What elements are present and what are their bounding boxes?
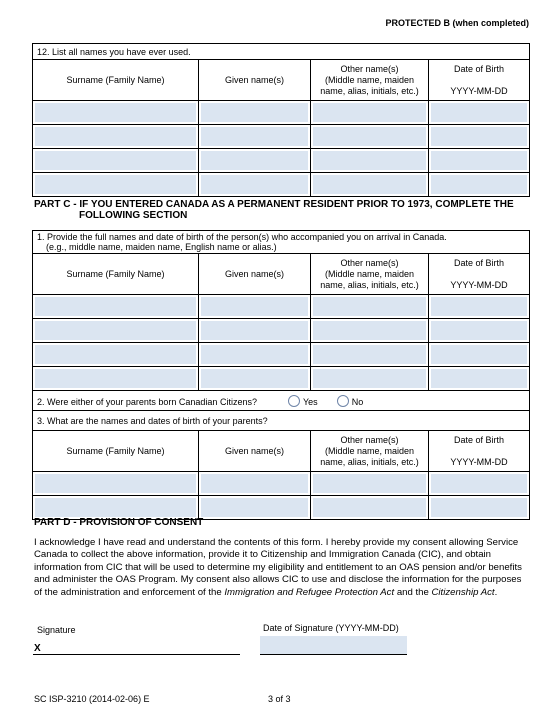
col-date-of-birth: Date of Birth YYYY-MM-DD (429, 431, 530, 472)
no-label: No (351, 396, 364, 407)
col-given-names: Given name(s) (199, 431, 311, 472)
accompanied-persons-table (32, 230, 530, 520)
table-row (33, 149, 530, 173)
no-radio[interactable] (337, 395, 349, 407)
table-header-row (33, 60, 530, 101)
part-d-title: PART D - PROVISION OF CONSENT (34, 517, 204, 528)
q12-label: 12. List all names you have ever used. (33, 44, 530, 60)
table-row (33, 472, 530, 496)
table-row (33, 343, 530, 367)
date-of-signature-field[interactable] (260, 636, 407, 655)
date-of-birth-field[interactable] (431, 498, 527, 517)
page-number: 3 of 3 (268, 694, 291, 704)
date-of-birth-field[interactable] (431, 345, 527, 364)
surname-field[interactable] (35, 498, 196, 517)
part-c-q2-label: 2. Were either of your parents born Canadian Citizens? (37, 396, 257, 407)
col-other-names: Other name(s) (Middle name, maiden name, alias, initials, etc.) (311, 254, 429, 295)
act-name-italic: Immigration and Refugee Protection Act (224, 586, 395, 598)
other-names-field[interactable] (313, 151, 426, 170)
signature-label: Signature (37, 625, 76, 635)
yes-radio[interactable] (288, 395, 300, 407)
other-names-field[interactable] (313, 297, 426, 316)
names-used-table (32, 43, 530, 197)
col-given-names: Given name(s) (199, 254, 311, 295)
other-names-field[interactable] (313, 474, 426, 493)
table-row (33, 295, 530, 319)
surname-field[interactable] (35, 297, 196, 316)
other-names-field[interactable] (313, 321, 426, 340)
given-names-field[interactable] (201, 474, 308, 493)
table-row (33, 101, 530, 125)
table-row (33, 319, 530, 343)
col-date-of-birth: Date of Birth YYYY-MM-DD (429, 60, 530, 101)
col-given-names: Given name(s) (199, 60, 311, 101)
given-names-field[interactable] (201, 127, 308, 146)
surname-field[interactable] (35, 345, 196, 364)
given-names-field[interactable] (201, 498, 308, 517)
other-names-field[interactable] (313, 345, 426, 364)
surname-field[interactable] (35, 103, 196, 122)
table-row (33, 496, 530, 520)
table-header-row (33, 431, 530, 472)
other-names-field[interactable] (313, 498, 426, 517)
part-c-q2-row (33, 391, 530, 411)
signature-field[interactable] (33, 640, 240, 655)
protected-b-notice: PROTECTED B (when completed) (385, 18, 529, 28)
col-other-names: Other name(s) (Middle name, maiden name, alias, initials, etc.) (311, 431, 429, 472)
date-of-birth-field[interactable] (431, 369, 527, 388)
surname-field[interactable] (35, 474, 196, 493)
date-of-birth-field[interactable] (431, 127, 527, 146)
table-row (33, 367, 530, 391)
date-of-birth-field[interactable] (431, 151, 527, 170)
part-c-q3-label: 3. What are the names and dates of birth of your parents? (33, 411, 530, 431)
table-row (33, 173, 530, 197)
date-of-birth-field[interactable] (431, 474, 527, 493)
date-of-birth-field[interactable] (431, 321, 527, 340)
surname-field[interactable] (35, 127, 196, 146)
col-surname: Surname (Family Name) (33, 431, 199, 472)
given-names-field[interactable] (201, 103, 308, 122)
other-names-field[interactable] (313, 369, 426, 388)
given-names-field[interactable] (201, 175, 308, 194)
other-names-field[interactable] (313, 103, 426, 122)
form-id: SC ISP-3210 (2014-02-06) E (34, 694, 150, 704)
surname-field[interactable] (35, 321, 196, 340)
date-of-birth-field[interactable] (431, 297, 527, 316)
part-c-q1-label: 1. Provide the full names and date of birth of the person(s) who accompanied you on arrival in Canada. (e.g., middle name, maiden name, English name or alias.) (33, 231, 530, 254)
col-surname: Surname (Family Name) (33, 60, 199, 101)
given-names-field[interactable] (201, 369, 308, 388)
table-header-row (33, 254, 530, 295)
surname-field[interactable] (35, 369, 196, 388)
other-names-field[interactable] (313, 175, 426, 194)
signature-x-mark: X (34, 643, 41, 654)
col-other-names: Other name(s) (Middle name, maiden name, alias, initials, etc.) (311, 60, 429, 101)
surname-field[interactable] (35, 175, 196, 194)
date-of-birth-field[interactable] (431, 175, 527, 194)
act-name-italic: Citizenship Act (431, 586, 495, 598)
yes-label: Yes (303, 396, 318, 407)
part-c-title: PART C - IF YOU ENTERED CANADA AS A PERMANENT RESIDENT PRIOR TO 1973, COMPLETE THE FOLLOWING SECTION (34, 199, 514, 221)
col-surname: Surname (Family Name) (33, 254, 199, 295)
given-names-field[interactable] (201, 321, 308, 340)
consent-text: I acknowledge I have read and understand the contents of this form. I hereby provide my consent allowing Service Canada to collect the above information, provide it to Citizenship and Immigration Canada (CIC), and obtain information from CIC that will be used to determine my eligibility and entitlement to an OAS pension and/or benefits and administer the OAS Program. My consent also allows CIC to use and disclose the information for the purposes of the administration and enforcement of the Immigration and Refugee Protection Act and the Citizenship Act. (34, 537, 522, 598)
given-names-field[interactable] (201, 151, 308, 170)
date-of-birth-field[interactable] (431, 103, 527, 122)
surname-field[interactable] (35, 151, 196, 170)
date-of-signature-label: Date of Signature (YYYY-MM-DD) (263, 623, 399, 633)
other-names-field[interactable] (313, 127, 426, 146)
given-names-field[interactable] (201, 345, 308, 364)
col-date-of-birth: Date of Birth YYYY-MM-DD (429, 254, 530, 295)
given-names-field[interactable] (201, 297, 308, 316)
table-row (33, 125, 530, 149)
